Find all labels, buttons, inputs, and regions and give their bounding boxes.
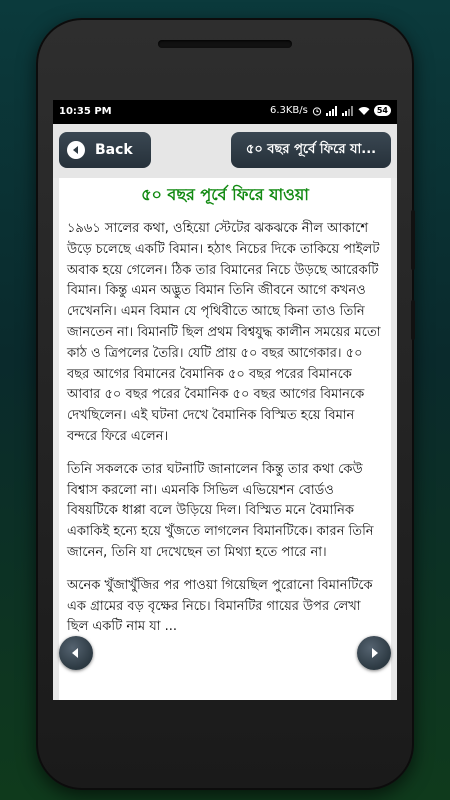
chevron-right-icon xyxy=(367,646,381,660)
article-paragraph: তিনি সকলকে তার ঘটনাটি জানালেন কিন্তু তার কথা কেউ বিশ্বাস করলো না। এমনকি সিভিল এভিয়েশন বোর্ডও বিষয়টিকে ধাপ্পা বলে উড়িয়ে দিল। বিস্মিত মনে বৈমানিক একাকিই হন্যে হয়ে খুঁজতে লাগলেন বিমানটিকে। কারন তিনি জানেন, তিনি যা দেখেছেন তা মিথ্যা হতে পারে না। xyxy=(67,461,374,560)
status-bar xyxy=(53,100,397,124)
top-toolbar xyxy=(53,124,397,178)
phone-speaker xyxy=(158,40,292,48)
status-indicators xyxy=(270,105,391,116)
previous-page-button[interactable] xyxy=(59,636,93,670)
network-speed: 6.3KB/s xyxy=(269,105,308,116)
power-button xyxy=(411,300,415,340)
chevron-left-icon xyxy=(69,646,83,660)
status-time: 10:35 PM xyxy=(59,106,112,117)
signal-icon xyxy=(326,106,338,116)
article-paragraph: ১৯৬১ সালের কথা, ওহিয়ো স্টেটের ঝকঝকে নীল আকাশে উড়ে চলেছে একটি বিমান। হঠাৎ নিচের দিকে তাকিয়ে পাইলট অবাক হয়ে গেলেন। ঠিক তার বিমানের নিচে উড়ছে আরেকটি বিমান। কিন্তু এমন অদ্ভুত বিমান তিনি জীবনে আগে কখনও দেখেননি। এমন বিমান যে পৃথিবীতে আছে কিনা তাও তিনি জানতেন না। বিমানটি ছিল প্রথম বিশ্বযুদ্ধ কালীন সময়ের মতো কাঠ ও ত্রিপলের তৈরি। যেটি প্রায় ৫০ বছর আগেকার। ৫০ বছর আগের বিমানের বৈমানিক ৫০ বছর পরের বিমানকে আবার ৫০ বছর পরের বৈমানিক ৫০ বছর আগের বিমানকে দেখছিলেন। এই ঘটনা দেখে বৈমানিক বিস্মিত হয়ে বিমান বন্দরে ফিরে এলেন। xyxy=(67,221,381,444)
next-page-button[interactable] xyxy=(357,636,391,670)
back-button[interactable] xyxy=(59,132,151,168)
volume-button xyxy=(411,210,415,270)
signal-icon-2 xyxy=(342,106,354,116)
app-screen xyxy=(53,100,397,700)
arrow-left-icon xyxy=(67,141,85,159)
wifi-icon xyxy=(358,106,370,116)
article-title: ৫০ বছর পূর্বে ফিরে যাওয়া xyxy=(141,185,309,204)
chapter-title-button[interactable] xyxy=(231,132,391,168)
chapter-title-label: ৫০ বছর পূর্বে ফিরে যা... xyxy=(245,141,377,157)
battery-indicator: 54 xyxy=(374,105,391,116)
article-paragraph: অনেক খুঁজাখুঁজির পর পাওয়া গিয়েছিল পুরোনো বিমানটিকে এক গ্রামের বড় বৃক্ষের নিচে। বিমানটির গায়ের উপর লেখা ছিল একটি নাম যা ... xyxy=(67,577,373,635)
article-content[interactable] xyxy=(59,178,391,700)
back-label: Back xyxy=(95,142,133,158)
alarm-icon xyxy=(312,106,322,116)
